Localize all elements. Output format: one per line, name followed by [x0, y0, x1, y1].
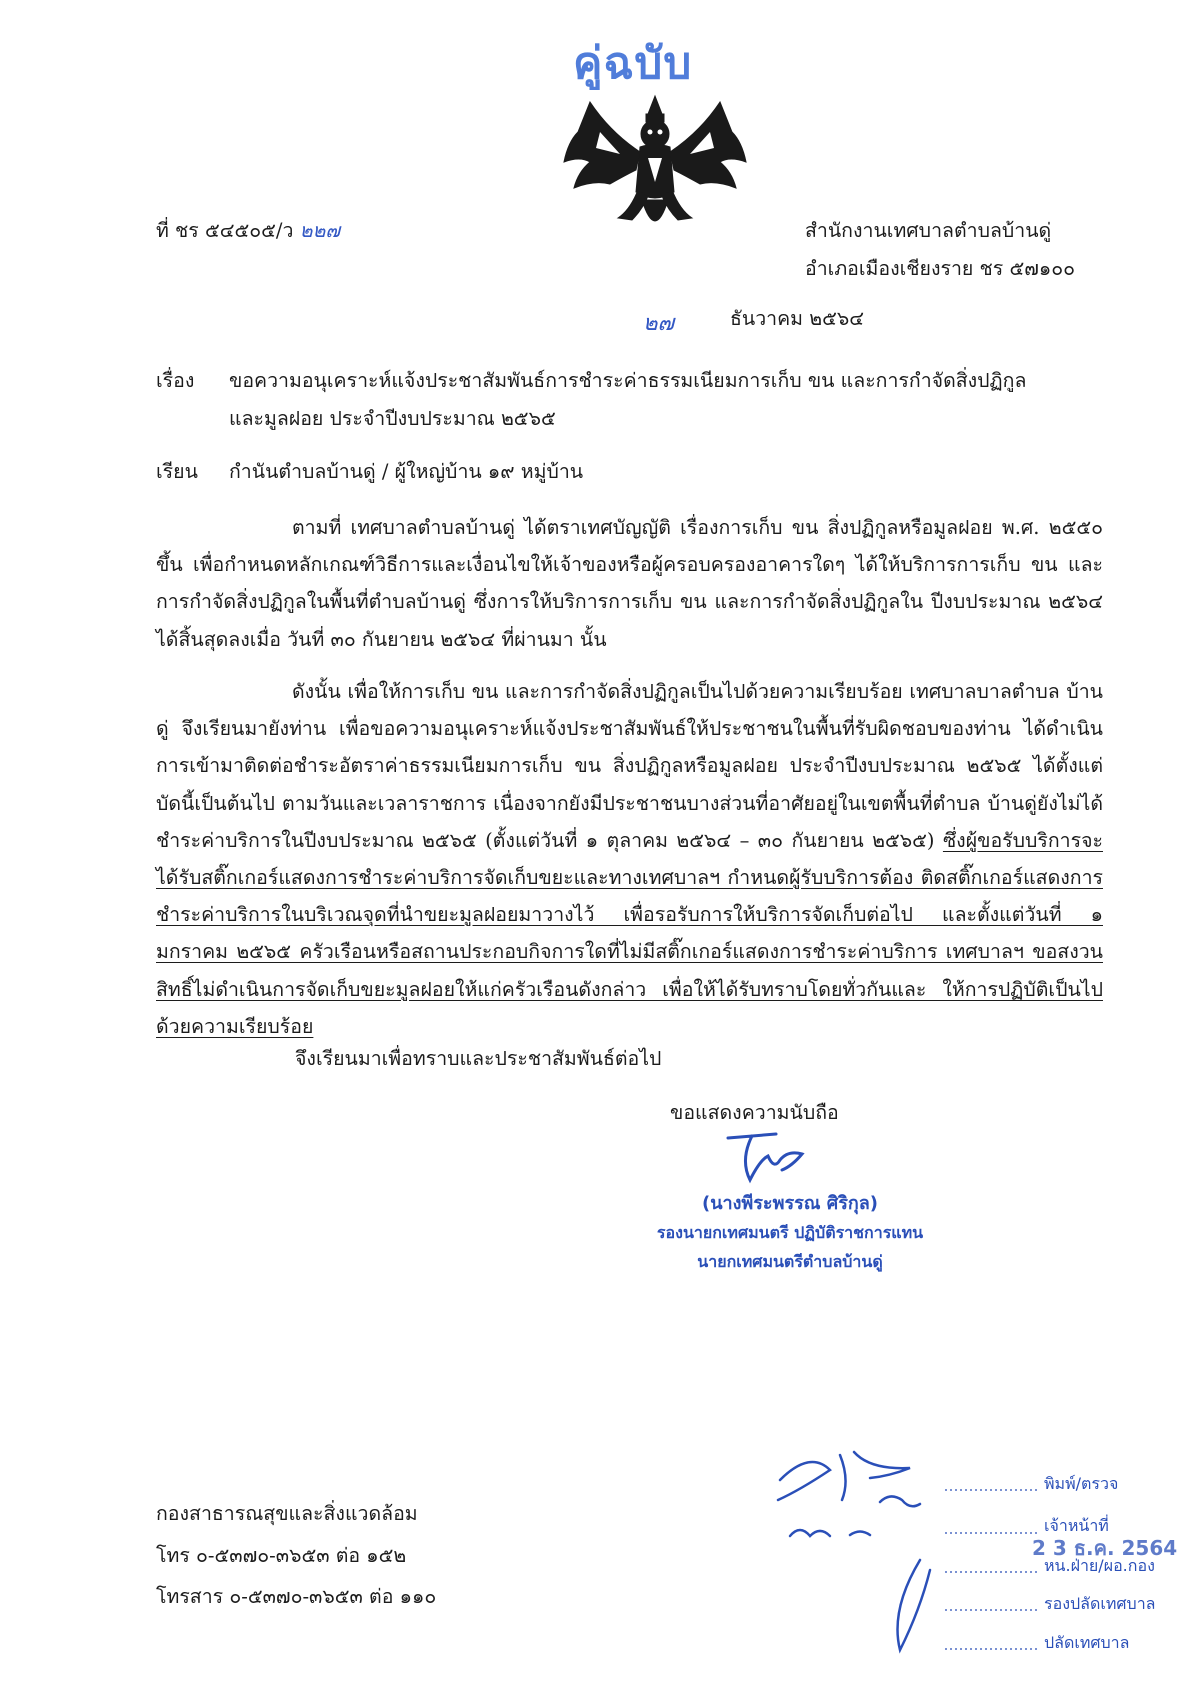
- document-number-printed: ที่ ชร ๕๔๕๐๕/ว: [156, 219, 294, 242]
- review-head: หน.ฝ่าย/ผอ.กอง: [1044, 1556, 1155, 1575]
- review-officer: เจ้าหน้าที่: [1044, 1516, 1109, 1535]
- copy-stamp: คู่ฉบับ: [573, 38, 693, 89]
- paragraph-2-underlined-text: ซึ่งผู้ขอรับบริการจะได้รับสติ๊กเกอร์แสดงการชำระค่าบริการจัดเก็บขยะและทางเทศบาลฯ กำหนดผู้รับบริการต้อง ติดสติ๊กเกอร์แสดงการชำระค่าบริการในบริเวณจุดที่นำขยะมูลฝอยมาวางไว้ เพื่อรอรับการให้บริการจัดเก็บต่อไป และตั้งแต่วันที่ ๑ มกราคม ๒๕๖๕ ครัวเรือนหรือสถานประกอบกิจการใดที่ไม่มีสติ๊กเกอร์แสดงการชำระค่าบริการ เทศบาลฯ ขอสงวนสิทธิ์ไม่ดำเนินการจัดเก็บขยะมูลฝอยให้แก่ครัวเรือนดังกล่าว เพื่อให้ได้รับทราบโดยทั่วกันและ ให้การปฏิบัติเป็นไปด้วยความเรียบร้อย: [156, 828, 1103, 1038]
- subject-label: เรื่อง: [156, 369, 195, 392]
- body-paragraph-2: [156, 673, 1103, 1045]
- review-deputy-clerk: รองปลัดเทศบาล: [1044, 1594, 1156, 1613]
- review-stamp: [770, 1440, 1190, 1690]
- contact-department: กองสาธารณสุขและสิ่งแวดล้อม: [156, 1502, 418, 1525]
- signer-block: [620, 1189, 960, 1276]
- recipient-text: กำนันตำบลบ้านดู่ / ผู้ใหญ่บ้าน ๑๙ หมู่บ้าน: [229, 460, 584, 483]
- contact-phone: โทร ๐-๕๓๗๐-๓๖๕๓ ต่อ ๑๕๒: [156, 1544, 407, 1567]
- body-paragraph-1: [156, 509, 1103, 658]
- date-day-handwritten: ๒๗: [643, 311, 675, 336]
- review-date-stamp: 2 3 ธ.ค. 2564: [1032, 1536, 1178, 1560]
- sender-office: สำนักงานเทศบาลตำบลบ้านดู่: [805, 219, 1052, 242]
- review-clerk: ปลัดเทศบาล: [1044, 1633, 1130, 1652]
- review-typist: พิมพ์/ตรวจ: [1044, 1474, 1119, 1493]
- paragraph-1-text: ตามที่ เทศบาลตำบลบ้านดู่ ได้ตราเทศบัญญัติ เรื่องการเก็บ ขน สิ่งปฏิกูลหรือมูลฝอย พ.ศ. ๒๕๕๐ ขึ้น เพื่อกำหนดหลักเกณฑ์วิธีการและเงื่อนไขให้เจ้าของหรือผู้ครอบครองอาคารใดๆ ได้ให้บริการการเก็บ ขน และการกำจัดสิ่งปฏิกูลในพื้นที่ตำบลบ้านดู่ ซึ่งการให้บริการการเก็บ ขน และการกำจัดสิ่งปฏิกูลใน ปีงบประมาณ ๒๕๖๔ ได้สิ้นสุดลงเมื่อ วันที่ ๓๐ กันยายน ๒๕๖๔ ที่ผ่านมา นั้น: [156, 516, 1103, 651]
- recipient-label: เรียน: [156, 460, 198, 483]
- subject-line-1: ขอความอนุเคราะห์แจ้งประชาสัมพันธ์การชำระค่าธรรมเนียมการเก็บ ขน และการกำจัดสิ่งปฏิกูล: [229, 369, 1027, 392]
- contact-fax: โทรสาร ๐-๕๓๗๐-๓๖๕๓ ต่อ ๑๑๐: [156, 1585, 437, 1608]
- subject-line-2: และมูลฝอย ประจำปีงบประมาณ ๒๕๖๕: [229, 407, 556, 430]
- sender-address: อำเภอเมืองเชียงราย ชร ๕๗๑๐๐: [805, 257, 1076, 280]
- signer-position-2: นายกเทศมนตรีตำบลบ้านดู่: [697, 1252, 883, 1271]
- respect-closing: ขอแสดงความนับถือ: [670, 1101, 839, 1124]
- paragraph-2-text: ดังนั้น เพื่อให้การเก็บ ขน และการกำจัดสิ่งปฏิกูลเป็นไปด้วยความเรียบร้อย เทศบาลบาลตำบล บ้านดู่ จึงเรียนมายังท่าน เพื่อขอความอนุเคราะห์แจ้งประชาสัมพันธ์ให้ประชาชนในพื้นที่รับผิดชอบของท่าน ได้ดำเนินการเข้ามาติดต่อชำระอัตราค่าธรรมเนียมการเก็บ ขน สิ่งปฏิกูลหรือมูลฝอย ประจำปีงบประมาณ ๒๕๖๕ ได้ตั้งแต่บัดนี้เป็นต้นไป ตามวันและเวลาราชการ เนื่องจากยังมีประชาชนบางส่วนที่อาศัยอยู่ในเขตพื้นที่ตำบล บ้านดู่ยังไม่ได้ชำระค่าบริการในปีงบประมาณ ๒๕๖๕ (ตั้งแต่วันที่ ๑ ตุลาคม ๒๕๖๔ – ๓๐ กันยายน ๒๕๖๕): [156, 680, 1103, 852]
- garuda-emblem-icon: [560, 92, 750, 242]
- handwritten-signature: [722, 1130, 822, 1188]
- closing-sentence: จึงเรียนมาเพื่อทราบและประชาสัมพันธ์ต่อไป: [295, 1047, 662, 1070]
- document-number-handwritten: ๒๒๗: [299, 219, 340, 242]
- date-month-year: ธันวาคม ๒๕๖๔: [730, 307, 864, 330]
- document-number: [156, 218, 340, 244]
- signer-position-1: รองนายกเทศมนตรี ปฏิบัติราชการแทน: [656, 1223, 924, 1242]
- signer-name: (นางพีระพรรณ ศิริกุล): [701, 1193, 879, 1214]
